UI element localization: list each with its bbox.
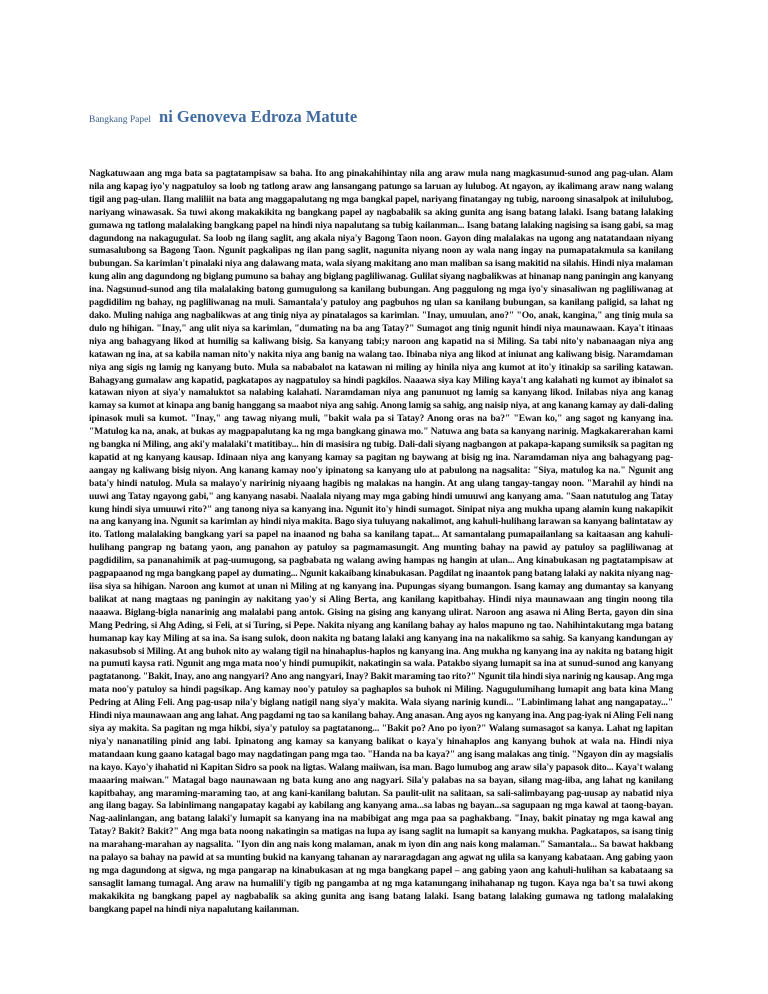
story-title: Bangkang Papel [89, 115, 152, 125]
author-byline: ni Genoveva Edroza Matute [159, 107, 358, 126]
document-title [89, 107, 689, 127]
story-body: Nagkatuwaan ang mga bata sa pagtatampisaw sa baha. Ito ang pinakahihintay nila ang araw mula nang magkasunud-sunod ang pag-ulan. Alam nila ang kapag iyo'y nagpatuloy sa loob ng tatlong araw ang lansangang patungo sa laruan ay lulubog. At ngayon, ay ikalimang araw nang walang tigil ang pag-ulan. Ilang maliliit na bata ang maggapalutang ng mga bangkal papel, nariyang finatangay ng tubig, naroong sinasalpok at inilulubog, nariyang winawasak. Sa tuwi akong makakikita ng bangkang papel ay nagbabalik sa aking gunita ang isang batang lalaki. Isang batang lalaking gumawa ng tatlong malalaking bangkang papel na hindi niya napalutang sa tubig kailanman... Isang batang lalaking nagising sa isang gabi, sa mag dagundong na nakagugulat. Sa loob ng ilang saglit, ang akala niya'y Bagong Taon noon. Gayon ding malalakas na ugong ang natatandaan niyang sumasalubong sa Bagong Taon. Ngunit pagkalipas ng ilan pang saglit, nagunita niyang noon ay wala nang ingay na pumapatakmula sa kanilang bubungan. Sa karimlan't pinalaki niya ang dalawang mata, wala siyang makitang ano man maliban sa isang makitid na silahis. Hindi niya malaman kung alin ang dagundong ng biglang pumuno sa bahay ang biglang pagliliwanag. Gulilat siyang nagbalikwas at hinanap nang paningin ang kanyang ina. Nagsunud-sunod ang tila malalaking batong gumugulong sa kanilang bubungan. Ang paggulong ng mga iyo'y sinasaliwan ng pagliliwanag at pagdidilim ng bahay, ng pagliliwanag na muli. Samantala'y patuloy ang pagbuhos ng ulan sa kanilang bubungan, sa kanilang paligid, sa lahat ng dako. Muling nahiga ang nagbalikwas at ang tinig niya ay pinatalagos sa karimlan. "Inay, umuulan, ano?" "Oo, anak, kanginа," ang tinig mula sa dulo ng hihigan. "Inay," ang ulit niya sa karimlan, "dumating na ba ang Tatay?" Sumagot ang tinig ngunit hindi niya maunawaan. Kaya't itinaas niya ang bahagyang likod at humilig sa kaliwang bisig. Sa kanyang tabi;y naroon ang kapatid na si Miling. Sa tabi nito'y nabanaagan niya ang katawan ng ina, at sa kabila naman nito'y nakita niya ang banig na walang tao. Ibinaba niya ang likod at iniunat ang kaliwang bisig. Naramdaman niya ang sigis ng lamig ng kanyang buto. Mula sa nababalot na katawan ni miling ay hinila niya ang kumot at ito'y itinakip sa sariling katawan. Bahagyang gumalaw ang kapatid, pagkatapos ay nagpatuloy sa hindi pagkilos. Naaawa siya kay Miling kaya't ang kalahati ng kumot ay ibinalot sa katawan niyon at siya'y namaluktot sa nalabing kalahati. Naramdaman niya ang panunuot ng lamig sa kanyang likod. Inilabas niya ang kanag kamay sa kumot at kinapa ang banig hanggang sa maabot niya ang sahig. Anong lamig sa sahig, ang naisip niya, at ang kanang kamay ay dali-daling ipinasok muli sa kumot. "Inay," ang tawag niyang muli, "bakit wala pa si Tatay? Anong oras na ba?" "Ewan ko," ang sagot ng kanyang ina. "Matulog ka na, anak, at bukas ay magpapalutang ka ng mga bangkang ginawa mo." Natuwa ang bata sa kanyang narinig. Magkakarerahan kami ng bangka ni Miling, ang aki'y malalaki't matitibay... hin di masisira ng tubig. Dali-dali siyang nagbangon at pakapa-kapang sumiksik sa pagitan ng kapatid at ng kanyang kausap. Idinaan niya ang kanyang kamay sa pagitan ng baywang at bisig ng ina. Naramdaman niya ang bahagyang pag-aangay ng kaliwang bisig niyon. Ang kanang kamay noo'y ipinatong sa kanyang ulo at pabulong na nagsalita: "Siya, matulog ka na." Ngunit ang bata'y hindi natulog. Mula sa malayo'y naririnig niyaang hagibis ng malakas na hangin. At ang ulang tangay-tangay noon. "Marahil ay hindi na uuwi ang Tatay ngayong gabi," ang kanyang nasabi. Naalala niyang may mga gabing hindi umuuwi ang kanyang ama. "Saan natutulog ang Tatay kung hindi siya umuuwi rito?" ang tanong niya sa kanyang ina. Ngunit ito'y hindi sumagot. Sinipat niya ang mukha upang alamin kung nakapikit na ang kanyang ina. Ngunit sa karimlan ay hindi niya makita. Bago siya tuluyang nakalimot, ang kahuli-hulihang larawan sa kanyang balintataw ay ito. Tatlong malalaking bangkang yari sa papel na inaanod ng baha sa kanilang tapat... At samantalang pumapailanlang sa kaitaasan ang kahuli-hulihang pangrap ng batang yaon, ang panahon ay patuloy sa pagmamasungit. Ang munting bahay na pawid ay patuloy sa pagliliwanag at pagdidilim, sa pananahimik at pag-uumugong, sa pagbabata ng walang awing hampas ng hangin at ulan... Ang kinabukasan ng pagtatampisaw at pagpapaanod ng mga bangkang papel ay dumating... Ngunit kakaibang kinabukasan. Pagdilat ng inaantok pang batang lalaki ay nakita niyang nag-iisa siya sa hihigan. Naroon ang kumot at unan ni Miling at ng kanyang ina. Pupungas siyang bumangon. Isang kamay ang dumantay sa kanyang balikat at nang magtaas ng paningin ay nakitang yao'y si Aling Berta, ang kanilang kapitbahay. Hindi niya maunawaan ang tingin noong tila naaawa. Biglang-bigla nanarinig ang malalabi pang antok. Gising na gising ang kanyang ulirat. Naroon ang asawa ni Aling Berta, gayon din sina Mang Pedring, si Ahg Ading, si Feli, at si Turing, si Pepe. Nakita niyang ang kanilang bahay ay halos mapuno ng tao. Nahihintakutang mga batang humanap kay kay Miling at sa ina. Sa isang sulok, doon nakita ng batang lalaki ang kanyang ina na nakalikmo sa sahig. Sa kanyang kandungan ay nakasubsob si Miling. At ang buhok nito ay walang tigil na hinahaplus-haplos ng kanyang ina. Ang mukha ng kanyang ina ay nakita ng batang higit na pumuti kaysa rati. Ngunit ang mga mata noo'y hindi pumupikit, nakatingin sa wala. Patakbo siyang lumapit sa ina at sunud-sunod ang kanyang pagtatanong. "Bakit, Inay, ano ang nangyari? Ano ang nangyari, Inay? Bakit maraming tao rito?" Ngunit tila hindi siya narinig ng kausap. Ang mga mata noo'y patuloy sa hindi pagsikap. Ang kamay noo'y patuloy sa paghaplos sa buhok ni Miling. Nagugulumihang lumapit ang bata kina Mang Pedring at Aling Feli. Ang pag-usap nila'y biglang natigil nang siya'y makita. Wala siyang narinig kundi... "Labinlimang lahat ang nangapatay..." Hindi niya maunawaan ang ang lahat. Ang pagdami ng tao sa kanilang bahay. Ang anasan. Ang ayos ng kanyang ina. Ang pag-iyak ni Aling Feli nang siya ay makita. Sa pagitan ng mga hikbi, siya'y patuloy sa pagtatanong... "Bakit po? Ano po iyon?" Walang sumasagot sa kanya. Lahat ng lapitan niya'y nananatiling pinid ang labi. Ipinatong ang kamay sa kanyang balikat o kaya'y hinahaplos ang kanyang buhok at wala na. Hindi niya matandaan kung gaano katagal bago may nagdatingan pang mga tao. "Handa na ba kaya?" ang isang malakas ang tinig. "Ngayon din ay magsialis na kayo. Kayo'y ihahatid ni Kapitan Sidro sa pook na ligtas. Walang maiiwan, isa man. Bago lumubog ang araw sila'y papasok dito... Kaya't walang maaaring maiwan." Matagal bago naunawaan ng bata kung ano ang nagyari. Sila'y palabas na sa bayan, silang mag-iiba, ang lahat ng kanilang kapitbahay, ang maraming-maraming tao, at ang kani-kanilang balutan. Sa paulit-ulit na salitaan, sa sali-salimbayang pag-uusap ay nabatid niya ang ilang bagay. Sa labinlimang nangapatay kagabi ay kabilang ang kanyang ama...sa labas ng bayan...sa sagupaan ng mga kawal at taong-bayan. Nag-aalinlangan, ang batang lalaki'y lumapit sa kanyang ina na mabibigat ang mga paa sa paghakbang. "Inay, bakit pinatay ng mga kawal ang Tatay? Bakit? Bakit?" Ang mga bata noong nakatingin sa matigas na lupa ay isang saglit na lumapit sa kanyang mukha. Pagkatapos, sa isang tinig na marahang-marahan ay nagsalita. "Iyon din ang nais kong malaman, anak m iyon din ang nais kong malaman." Samantala... Sa bawat hakbang na palayo sa bahay na pawid at sa munting bukid na kanyang tahanan ay nararagdagan ang agwat ng ulila sa kanyang kabataan. Ang gabing yaon ng mga dagundong at sigwa, ng mga pangarap na kinabukasan at ng mga bangkang papel – ang gabing yaon ang kahuli-hulihan sa kabataang sa sansaglit lamang tumagal. Ang araw na humalili'y tigib ng pangamba at ng mga katanungang inihahanap ng tugon. Kaya nga ba't sa tuwi akong makakikita ng bangkang papel ay nagbabalik sa aking gunita ang isang batang lalaki. Isang batang lalaking gumawa ng tatlong malalaking bangkang papel na hindi niya napalutang kailanman. [89, 168, 673, 915]
